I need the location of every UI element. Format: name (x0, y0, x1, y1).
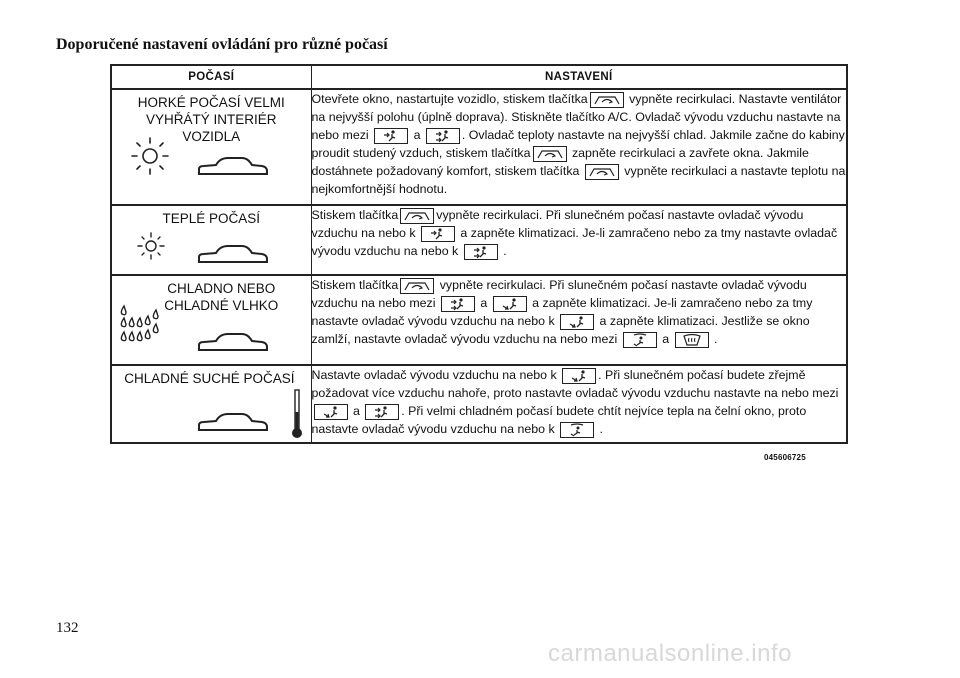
recirculation-icon (533, 146, 567, 162)
defrost-icon (675, 332, 709, 348)
setting-text: a (349, 404, 364, 418)
setting-text: vypněte recirkulaci a nastavte teplotu na nejkomfortnější hodnotu. (311, 164, 846, 196)
page-number: 132 (56, 620, 79, 636)
sun-icon (126, 134, 176, 178)
weather-name: CHLADNO NEBO CHLADNÉ VLHKO (164, 281, 279, 313)
mix-vent-icon (623, 332, 657, 348)
section-title: Doporučené nastavení ovládání pro různé počasí (56, 36, 388, 53)
bilevel-vent-icon (426, 128, 460, 144)
setting-cell-hot (311, 89, 847, 205)
setting-cell-warm (311, 205, 847, 275)
bilevel-vent-icon (441, 296, 475, 312)
weather-cell-warm (111, 205, 311, 275)
header-settings: NASTAVENÍ (311, 65, 847, 89)
setting-text: . (596, 422, 603, 436)
setting-text: . Ovladač teploty nastavte na nejvyšší chlad. Jakmile začne do kabiny proudit studený vzduch, stiskem tlačítka (311, 128, 845, 160)
figure-code: 045606725 (764, 453, 806, 462)
setting-text: vypněte recirkulaci. Při slunečném počasí nastavte ovladač vývodu vzduchu na nebo mezi (311, 278, 807, 310)
car-icon (196, 242, 270, 268)
setting-text: Stiskem tlačítka (311, 208, 399, 222)
panel-vent-icon (374, 128, 408, 144)
recirculation-icon (400, 278, 434, 294)
setting-text: . (499, 244, 507, 258)
floor-vent-icon (560, 314, 594, 330)
weather-name: TEPLÉ POČASÍ (162, 211, 261, 226)
recirculation-icon (585, 164, 619, 180)
panel-vent-icon (421, 226, 455, 242)
floor-vent-icon (314, 404, 348, 420)
setting-text: vypněte recirkulaci. Při slunečném počasí nastavte ovladač vývodu vzduchu na nebo k (311, 208, 804, 240)
car-icon (196, 330, 270, 356)
car-icon (196, 410, 270, 436)
table-row (111, 89, 847, 205)
setting-text: Nastavte ovladač vývodu vzduchu na nebo k (311, 368, 561, 382)
setting-text: a (410, 128, 424, 142)
table-row (111, 205, 847, 275)
setting-text: . Při velmi chladném počasí budete chtít nejvíce tepla na čelní okno, proto nastavte ovladač vývodu vzduchu na nebo k (311, 404, 807, 436)
setting-text: . (710, 332, 718, 346)
sun-icon (134, 230, 168, 262)
setting-cell-cold-humid (311, 275, 847, 365)
floor-vent-icon (562, 368, 596, 384)
weather-settings-table (110, 64, 848, 444)
setting-text: . Při slunečném počasí budete zřejmě požadovat více vzduchu nahoře, proto nastavte ovladač vývodu vzduchu nastavte na nebo mezi (311, 368, 839, 400)
header-weather: POČASÍ (111, 65, 311, 89)
weather-name: CHLADNÉ SUCHÉ POČASÍ (124, 371, 295, 386)
bilevel-vent-icon (365, 404, 399, 420)
bilevel-vent-icon (464, 244, 498, 260)
weather-cell-hot (111, 89, 311, 205)
setting-text: a zapněte klimatizaci. Je-li zamračeno nebo za tmy nastavte ovladač vývodu vzduchu na nebo k (311, 226, 838, 258)
recirculation-icon (590, 92, 624, 108)
mix-vent-icon (560, 422, 594, 438)
setting-text: Otevřete okno, nastartujte vozidlo, stiskem tlačítka (311, 92, 588, 106)
setting-text: a zapněte klimatizaci. Je-li zamračeno nebo za tmy nastavte ovladač vývodu vzduchu na nebo k (311, 296, 813, 328)
table-header-row (111, 65, 847, 89)
setting-cell-cold-dry (311, 365, 847, 443)
setting-text: a zapněte klimatizaci. Jestliže se okno zamlží, nastavte ovladač vývodu vzduchu na nebo mezi (311, 314, 810, 346)
setting-text: vypněte recirkulaci. Nastavte ventilátor na nejvyšší polohu (úplně doprava). Stiskněte tlačítko A/C. Ovladač vývodu vzduchu nastavte na nebo mezi (311, 92, 842, 142)
floor-vent-icon (493, 296, 527, 312)
weather-cell-cold-humid (111, 275, 311, 365)
setting-text: a (476, 296, 491, 310)
car-icon (196, 154, 270, 180)
setting-text: zapněte recirkulaci a zavřete okna. Jakmile dostáhnete požadovaný komfort, stiskem tlačítka (311, 146, 809, 178)
recirculation-icon (400, 208, 434, 224)
table-row (111, 275, 847, 365)
weather-name: HORKÉ POČASÍ VELMI VYHŘÁTÝ INTERIÉR VOZIDLA (137, 95, 285, 144)
weather-cell-cold-dry (111, 365, 311, 443)
watermark: carmanualsonline.info (548, 640, 792, 667)
rain-drops-icon (118, 304, 170, 356)
setting-text: a (658, 332, 673, 346)
setting-text: Stiskem tlačítka (311, 278, 399, 292)
table-row (111, 365, 847, 443)
thermometer-icon (290, 388, 304, 440)
